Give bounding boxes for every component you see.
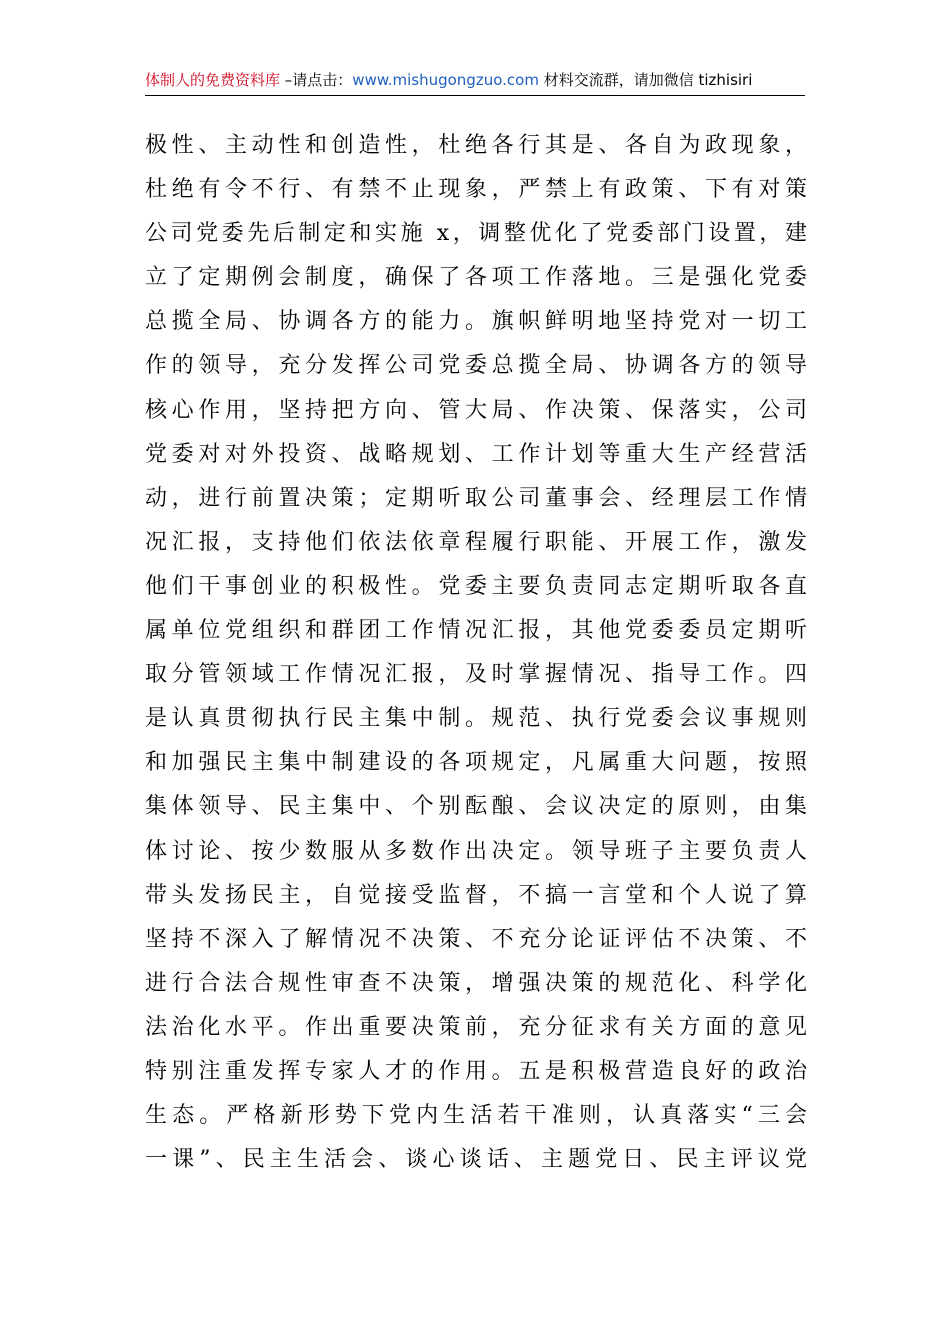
text-line: 进行合法合规性审查不决策，增强决策的规范化、科学化 [145,970,807,996]
header-separator: –请点击： [280,71,353,89]
text-line: 属单位党组织和群团工作情况汇报，其他党委委员定期听 [145,618,807,644]
header-url-link[interactable]: www.mishugongzuo.com [352,71,539,89]
header-divider [145,95,805,96]
text-line: 带头发扬民主，自觉接受监督，不搞一言堂和个人说了算 [145,882,807,908]
text-line: 作的领导，充分发挥公司党委总揽全局、协调各方的领导 [145,353,807,379]
text-line: 总揽全局、协调各方的能力。旗帜鲜明地坚持党对一切工 [145,309,807,335]
text-line: 杜绝有令不行、有禁不止现象，严禁上有政策、下有对策 [145,177,807,203]
body-text [145,124,807,1182]
text-line: 动，进行前置决策；定期听取公司董事会、经理层工作情 [145,485,807,511]
page-header [145,68,805,96]
header-tail: 材料交流群，请加微信 tizhisiri [538,71,753,89]
header-brand: 体制人的免费资料库 [145,71,281,89]
text-line: 核心作用，坚持把方向、管大局、作决策、保落实，公司 [145,397,807,423]
text-line: 和加强民主集中制建设的各项规定，凡属重大问题，按照 [145,750,807,776]
text-line: 他们干事创业的积极性。党委主要负责同志定期听取各直 [145,573,807,599]
text-line: 取分管领域工作情况汇报，及时掌握情况、指导工作。四 [145,662,807,688]
text-line: 立了定期例会制度，确保了各项工作落地。三是强化党委 [145,265,807,291]
text-line: 生态。严格新形势下党内生活若干准则，认真落实“三会 [145,1103,807,1129]
text-line: 公司党委先后制定和实施 x，调整优化了党委部门设置，建 [145,221,807,247]
text-line: 集体领导、民主集中、个别酝酿、会议决定的原则，由集 [145,794,807,820]
text-line: 体讨论、按少数服从多数作出决定。领导班子主要负责人 [145,838,807,864]
text-line: 特别注重发挥专家人才的作用。五是积极营造良好的政治 [145,1058,807,1084]
text-line: 极性、主动性和创造性，杜绝各行其是、各自为政现象， [145,133,807,158]
text-line: 一课”、民主生活会、谈心谈话、主题党日、民主评议党 [145,1147,807,1173]
text-line: 法治化水平。作出重要决策前，充分征求有关方面的意见 [145,1014,807,1040]
text-line: 况汇报，支持他们依法依章程履行职能、开展工作，激发 [145,529,807,555]
text-line: 坚持不深入了解情况不决策、不充分论证评估不决策、不 [145,926,807,952]
text-line: 党委对对外投资、战略规划、工作计划等重大生产经营活 [145,441,807,467]
text-line: 是认真贯彻执行民主集中制。规范、执行党委会议事规则 [145,706,807,732]
